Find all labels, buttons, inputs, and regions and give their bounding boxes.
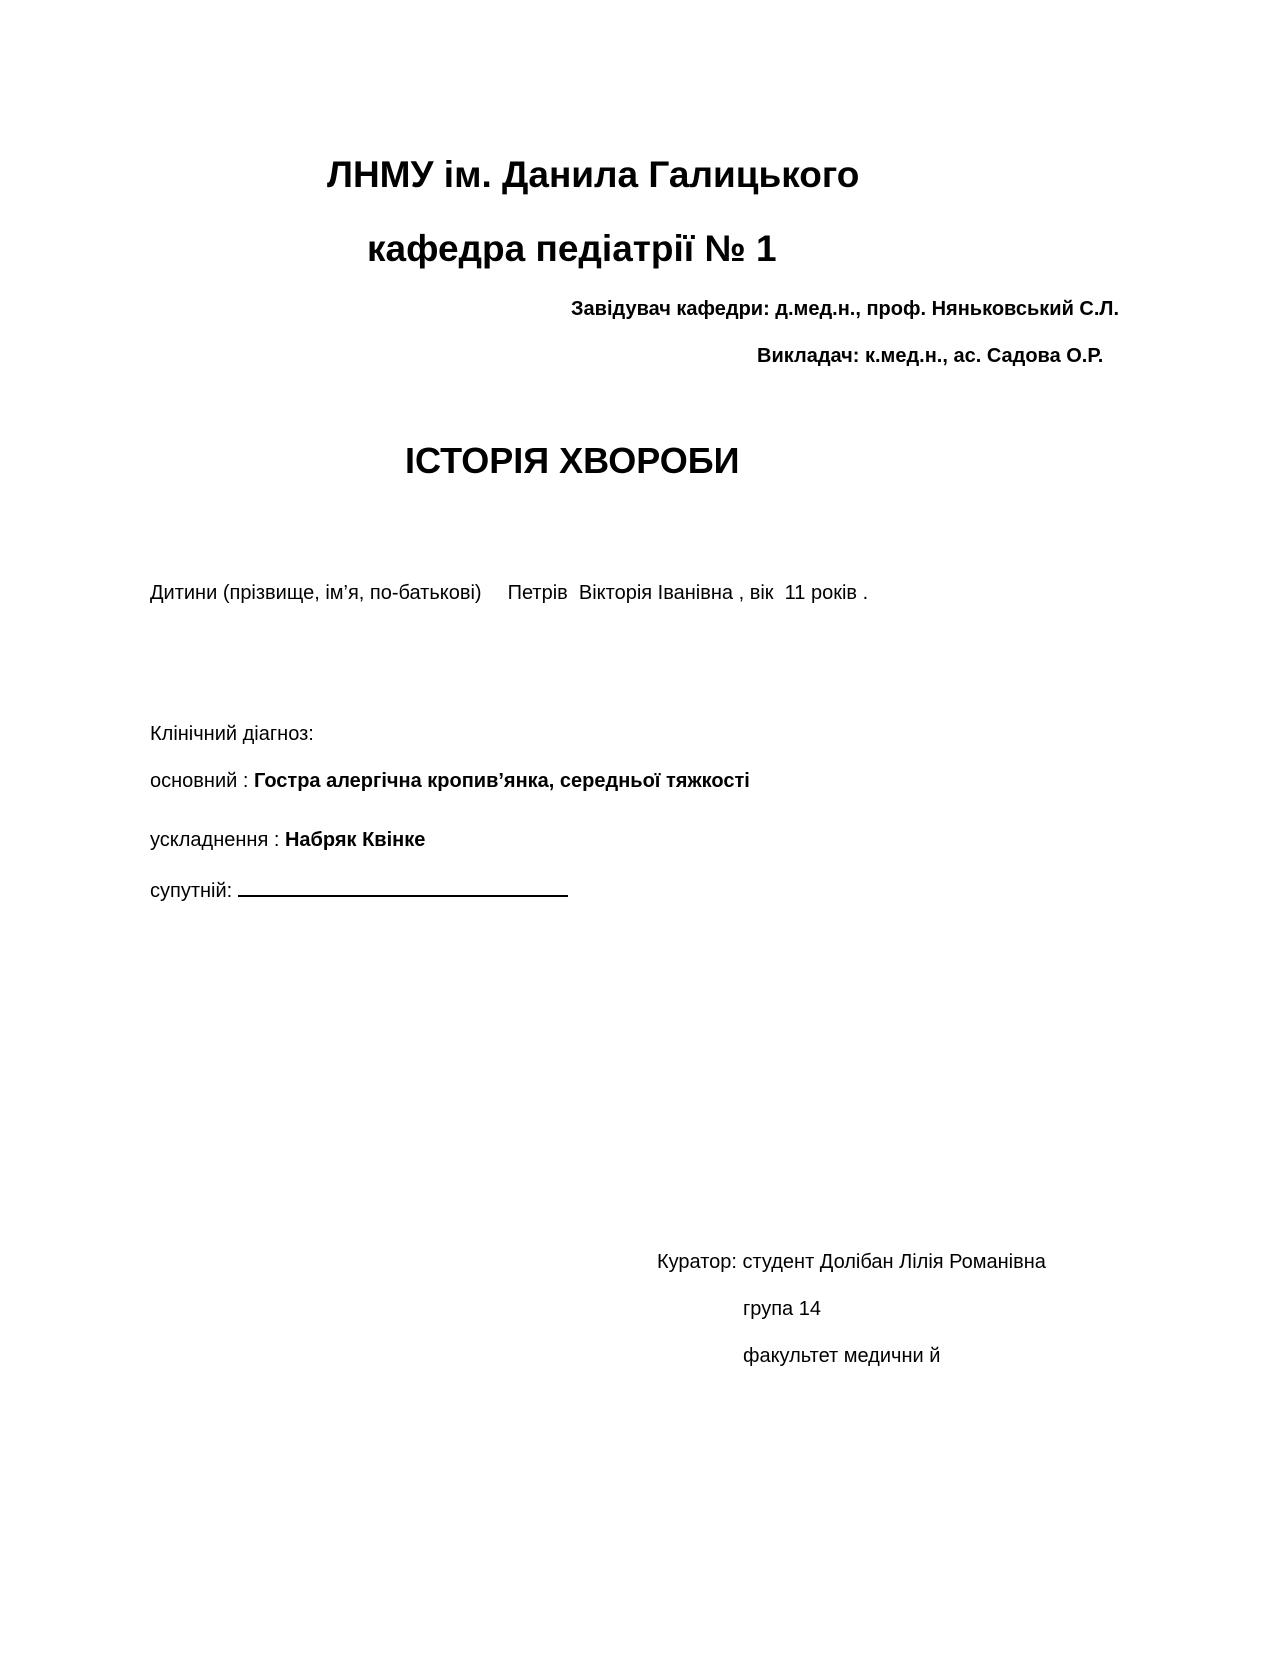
diagnosis-heading: Клінічний діагноз: [150,723,314,745]
concomitant-diagnosis [150,877,568,901]
concomitant-label: супутній: [150,880,233,902]
patient-label: Дитини (прізвище, ім’я, по-батькові) [150,582,482,604]
department-name: кафедра педіатрії № 1 [367,228,777,269]
teacher: Викладач: к.мед.н., ас. Садова О.Р. [757,345,1104,367]
curator-group: група 14 [743,1298,821,1320]
concomitant-blank-line [238,877,568,897]
main-diagnosis-value: Гостра алергічна кропив’янка, середньої тяжкості [253,770,750,792]
main-diagnosis [150,771,750,791]
complication-label: ускладнення : [150,829,285,851]
curator-line: Куратор: студент Долібан Лілія Романівна [657,1251,1046,1273]
patient-line [150,583,868,603]
document-title: ІСТОРІЯ ХВОРОБИ [405,440,740,481]
main-diagnosis-label: основний : [150,770,254,792]
university-name: ЛНМУ ім. Данила Галицького [327,154,860,195]
complication-diagnosis [150,830,425,850]
patient-value: Петрів Вікторія Іванівна , вік 11 років . [507,582,869,604]
head-of-department: Завідувач кафедри: д.мед.н., проф. Няньковський С.Л. [571,298,1120,320]
complication-value: Набряк Квінке [284,829,426,851]
curator-faculty: факультет медични й [743,1345,941,1367]
